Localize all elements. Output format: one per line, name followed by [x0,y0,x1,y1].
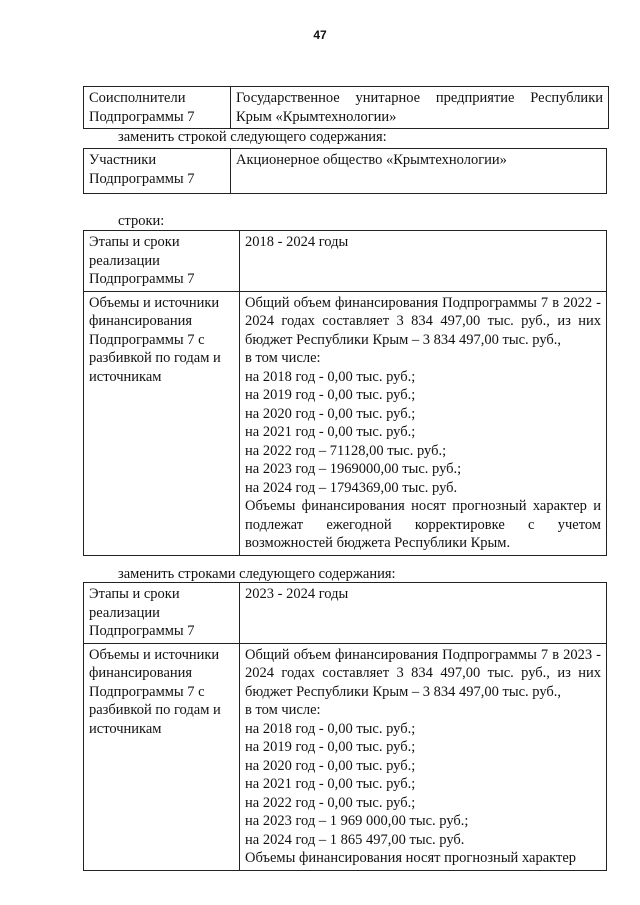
replace-rows-phrase: заменить строками следующего содержания: [118,566,396,582]
label-line: Подпрограммы 7 [89,170,195,187]
row-value: 2018 - 2024 годы [240,231,607,292]
year-line: на 2020 год - 0,00 тыс. руб.; [245,405,416,422]
label-line: Соисполнители [89,90,186,106]
label-line: реализации [89,604,160,621]
funding-cell [240,643,607,870]
year-line: на 2024 год – 1 865 497,00 тыс. руб. [245,831,465,848]
row-label [84,149,231,194]
label-line: Объемы и источники [89,646,220,663]
year-line: на 2020 год - 0,00 тыс. руб.; [245,757,416,774]
row-label [84,231,240,292]
funding-cell [240,291,607,555]
table-row [84,87,609,129]
funding-note: Объемы финансирования носят прогнозный характер и подлежат ежегодной корректировке с учетом возможностей бюджета Республики Крым. [245,498,601,551]
label-line: Подпрограммы 7 с [89,683,205,700]
row-value: Государственное унитарное предприятие Республики Крым «Крымтехнологии» [231,87,609,129]
label-line: Этапы и сроки [89,586,180,602]
year-line: на 2019 год - 0,00 тыс. руб.; [245,739,416,755]
row-label [84,583,240,644]
label-line: Участники [89,152,157,168]
funding-intro: Общий объем финансирования Подпрограммы 7 в 2023 - 2024 годах составляет 3 834 497,00 тыс. руб., из них бюджет Республики Крым – 3 834 497,00 тыс. руб., [245,646,601,700]
row-value: Акционерное общество «Крымтехнологии» [231,149,607,194]
table-row [84,643,607,870]
label-line: Объемы и источники [89,294,220,311]
year-line: на 2021 год - 0,00 тыс. руб.; [245,776,416,792]
label-line: Подпрограммы 7 [89,271,195,287]
label-text: Этапы и сроки [89,234,180,250]
row-label [84,643,240,870]
year-line: на 2023 год – 1969000,00 тыс. руб.; [245,461,462,477]
incl-label: в том числе: [245,702,321,718]
year-line: на 2022 год – 71128,00 тыс. руб.; [245,442,447,459]
year-line: на 2018 год - 0,00 тыс. руб.; [245,720,416,737]
label-line: Подпрограммы 7 [89,623,195,639]
table-row [84,583,607,644]
year-line: на 2022 год - 0,00 тыс. руб.; [245,794,416,811]
row-label [84,87,231,129]
table-co-executors [83,86,609,129]
label-line: разбивкой по годам и [89,350,221,366]
incl-label: в том числе: [245,350,321,366]
funding-note: Объемы финансирования носят прогнозный характер [245,850,577,866]
table-row [84,149,607,194]
row-value: 2023 - 2024 годы [240,583,607,644]
table-new-rows [83,582,607,871]
rows-phrase: строки: [118,213,165,229]
year-line: на 2019 год - 0,00 тыс. руб.; [245,387,416,403]
label-line: реализации [89,252,160,269]
table-old-rows [83,230,607,556]
year-line: на 2018 год - 0,00 тыс. руб.; [245,368,416,385]
page-number: 47 [313,28,327,42]
year-line: на 2023 год – 1 969 000,00 тыс. руб.; [245,813,469,829]
replace-phrase: заменить строкой следующего содержания: [118,129,387,145]
funding-intro: Общий объем финансирования Подпрограммы 7 в 2022 - 2024 годах составляет 3 834 497,00 тыс. руб., из них бюджет Республики Крым – 3 834 497,00 тыс. руб., [245,294,601,348]
label-line: разбивкой по годам и [89,702,221,718]
label-line [89,233,234,252]
table-participants [83,148,607,194]
year-line: на 2024 год – 1794369,00 тыс. руб. [245,479,458,496]
label-line: финансирования [89,665,193,681]
label-line: источникам [89,368,162,385]
row-label [84,291,240,555]
year-line: на 2021 год - 0,00 тыс. руб.; [245,424,416,440]
label-line: Подпрограммы 7 с [89,331,205,348]
label-line: источникам [89,720,162,737]
table-row [84,291,607,555]
label-line: финансирования [89,313,193,329]
label-line: Подпрограммы 7 [89,108,195,125]
table-row [84,231,607,292]
